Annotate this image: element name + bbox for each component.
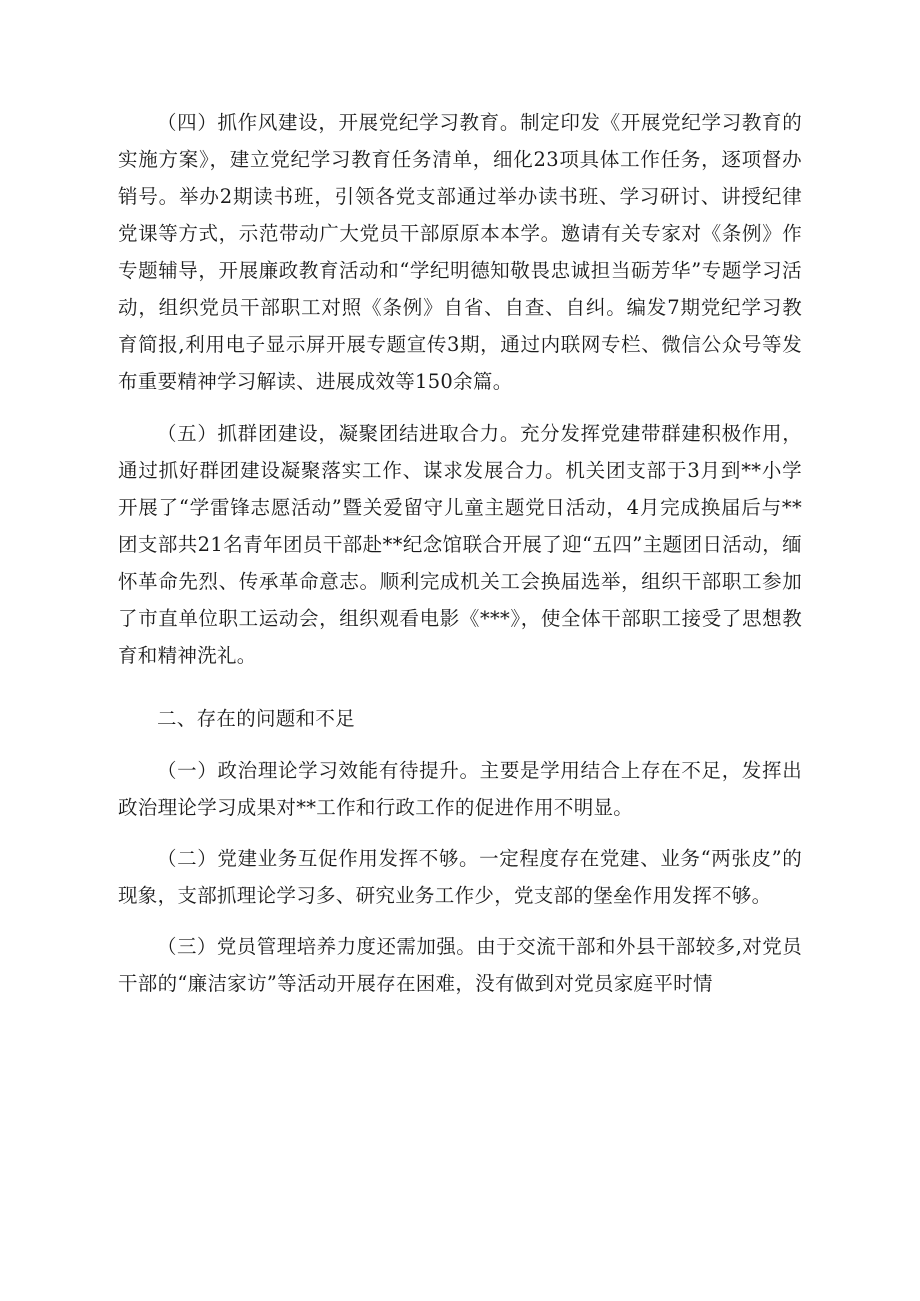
document-body [118,104,802,1002]
paragraph-problem-theory-study: （一）政治理论学习效能有待提升。主要是学用结合上存在不足，发挥出政治理论学习成果对**工作和行政工作的促进作用不明显。 [118,759,802,819]
paragraph-problem-member-management: （三）党员管理培养力度还需加强。由于交流干部和外县干部较多,对党员干部的“廉洁家访”等活动开展存在困难，没有做到对党员家庭平时情 [118,935,802,995]
paragraph-problem-party-business: （二）党建业务互促作用发挥不够。一定程度存在党建、业务“两张皮”的现象，支部抓理论学习多、研究业务工作少，党支部的堡垒作用发挥不够。 [118,847,802,907]
paragraph-mass-organization: （五）抓群团建设，凝聚团结进取合力。充分发挥党建带群建积极作用，通过抓好群团建设凝聚落实工作、谋求发展合力。机关团支部于3月到**小学开展了“学雷锋志愿活动”暨关爱留守儿童主题党日活动，4月完成换届后与**团支部共21名青年团员干部赴**纪念馆联合开展了迎“五四”主题团日活动，缅怀革命先烈、传承革命意志。顺利完成机关工会换届选举，组织干部职工参加了市直单位职工运动会，组织观看电影《***》，使全体干部职工接受了思想教育和精神洗礼。 [118,422,802,667]
section-heading-problems: 二、存在的问题和不足 [157,707,356,730]
paragraph-work-style: （四）抓作风建设，开展党纪学习教育。制定印发《开展党纪学习教育的实施方案》，建立党纪学习教育任务清单，细化23项具体工作任务，逐项督办销号。举办2期读书班，引领各党支部通过举办读书班、学习研讨、讲授纪律党课等方式，示范带动广大党员干部原原本本学。邀请有关专家对《条例》作专题辅导，开展廉政教育活动和“学纪明德知敬畏忠诚担当砺芳华”专题学习活动，组织党员干部职工对照《条例》自省、自查、自纠。编发7期党纪学习教育简报,利用电子显示屏开展专题宣传3期，通过内联网专栏、微信公众号等发布重要精神学习解读、进展成效等150余篇。 [118,111,802,393]
